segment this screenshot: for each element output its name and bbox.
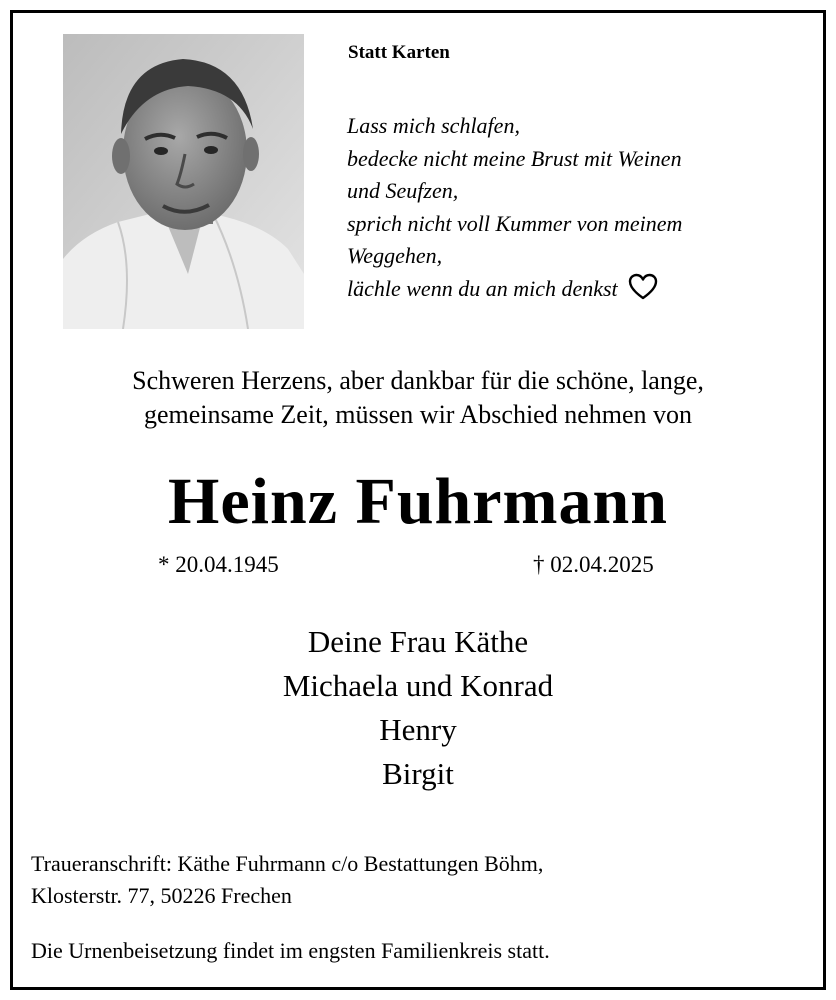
poem — [347, 110, 682, 310]
family-member: Henry — [379, 712, 457, 747]
address-line: Klosterstr. 77, 50226 Frechen — [31, 883, 292, 908]
poem-line: sprich nicht voll Kummer von meinem — [347, 210, 683, 236]
intro-line: Schweren Herzens, aber dankbar für die schöne, lange, — [132, 366, 704, 395]
address-line: Traueranschrift: Käthe Fuhrmann c/o Bestattungen Böhm, — [31, 851, 544, 876]
death-date: † 02.04.2025 — [533, 552, 654, 577]
poem-line: bedecke nicht meine Brust mit Weinen — [347, 145, 682, 171]
mourning-address — [31, 848, 543, 912]
intro-line: gemeinsame Zeit, müssen wir Abschied nehmen von — [143, 400, 693, 429]
deceased-name: Heinz Fuhrmann — [168, 465, 668, 538]
family-member: Michaela und Konrad — [282, 668, 554, 703]
statt-karten-label: Statt Karten — [348, 42, 450, 63]
family-member: Deine Frau Käthe — [307, 624, 529, 659]
family-list — [0, 620, 836, 796]
portrait-photo — [63, 34, 304, 329]
family-member: Birgit — [382, 756, 454, 791]
poem-line: Weggehen, — [347, 243, 443, 268]
intro-text — [0, 364, 836, 432]
burial-notice: Die Urnenbeisetzung findet im engsten Familienkreis statt. — [31, 938, 550, 963]
poem-line: und Seufzen, — [347, 178, 459, 203]
birth-date: * 20.04.1945 — [158, 552, 279, 577]
poem-last-line — [347, 273, 682, 311]
poem-line: lächle wenn du an mich denkst — [347, 275, 618, 301]
heart-outline-icon — [628, 273, 658, 311]
poem-line: Lass mich schlafen, — [347, 113, 520, 138]
